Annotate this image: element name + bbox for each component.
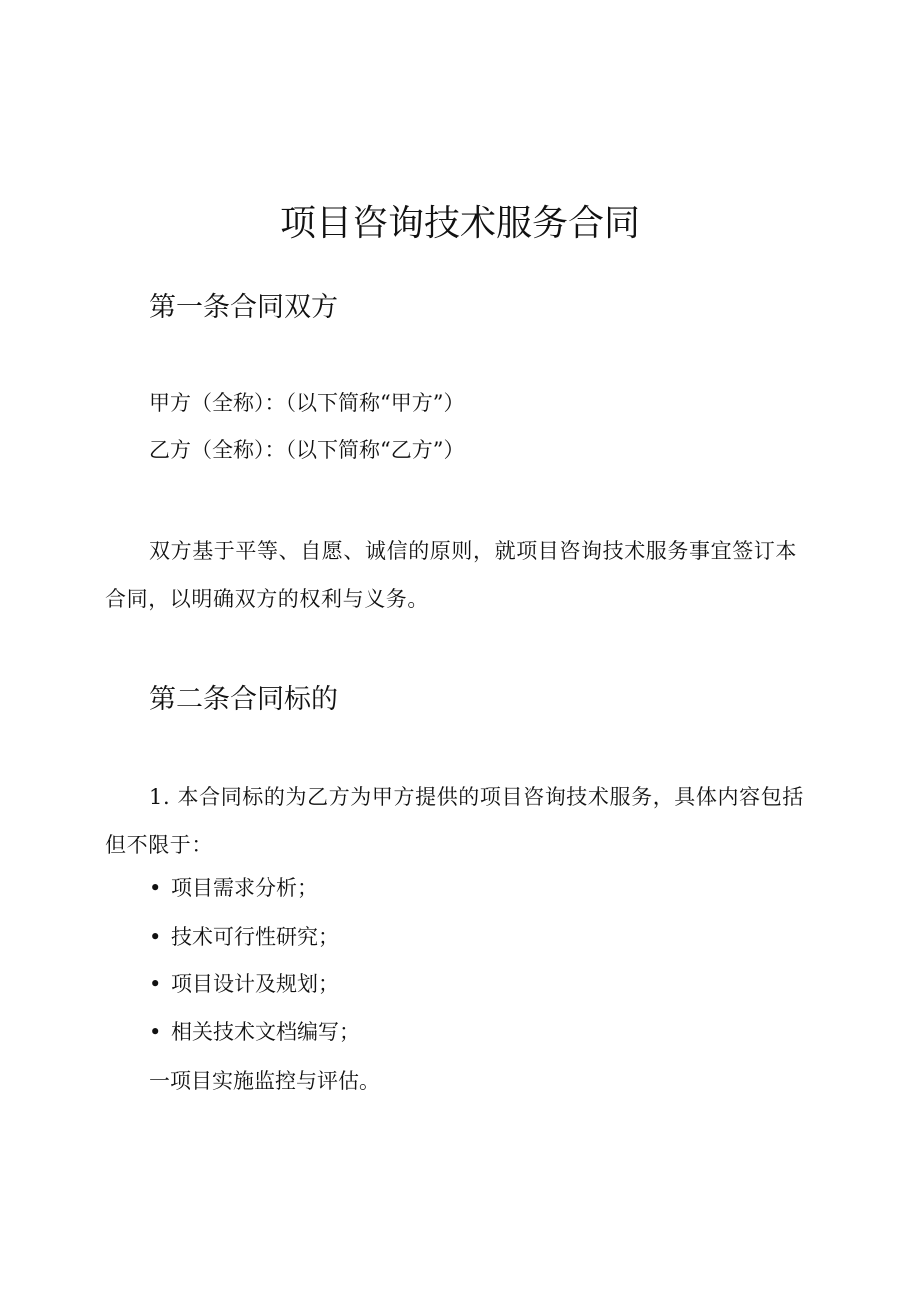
section-2-heading: 第二条合同标的 [149, 684, 338, 715]
list-item [149, 1017, 360, 1047]
bullet-marker: • [149, 1020, 162, 1044]
list-item-text: 技术可行性研究； [171, 925, 339, 949]
list-item-last: 一项目实施监控与评估。 [149, 1069, 380, 1093]
section-1-heading: 第一条合同双方 [149, 292, 338, 323]
bullet-marker: • [149, 925, 162, 949]
list-item-text: 相关技术文档编写； [171, 1020, 360, 1044]
party-b-line: 乙方（全称）：（以下简称“乙方”） [149, 438, 465, 462]
party-a-line: 甲方（全称）：（以下简称“甲方”） [149, 391, 465, 415]
list-item [149, 873, 318, 903]
document-title: 项目咨询技术服务合同 [279, 203, 640, 245]
section-2-paragraph: 1. 本合同标的为乙方为甲方提供的项目咨询技术服务，具体内容包括但不限于： [105, 785, 804, 857]
list-item-text: 项目需求分析； [171, 876, 318, 900]
bullet-marker: • [149, 972, 162, 996]
list-item [149, 969, 339, 999]
section-1-paragraph: 双方基于平等、自愿、诚信的原则，就项目咨询技术服务事宜签订本合同，以明确双方的权利与义务。 [105, 539, 797, 611]
list-item [149, 922, 339, 952]
bullet-marker: • [149, 876, 162, 900]
list-item-text: 项目设计及规划； [171, 972, 339, 996]
